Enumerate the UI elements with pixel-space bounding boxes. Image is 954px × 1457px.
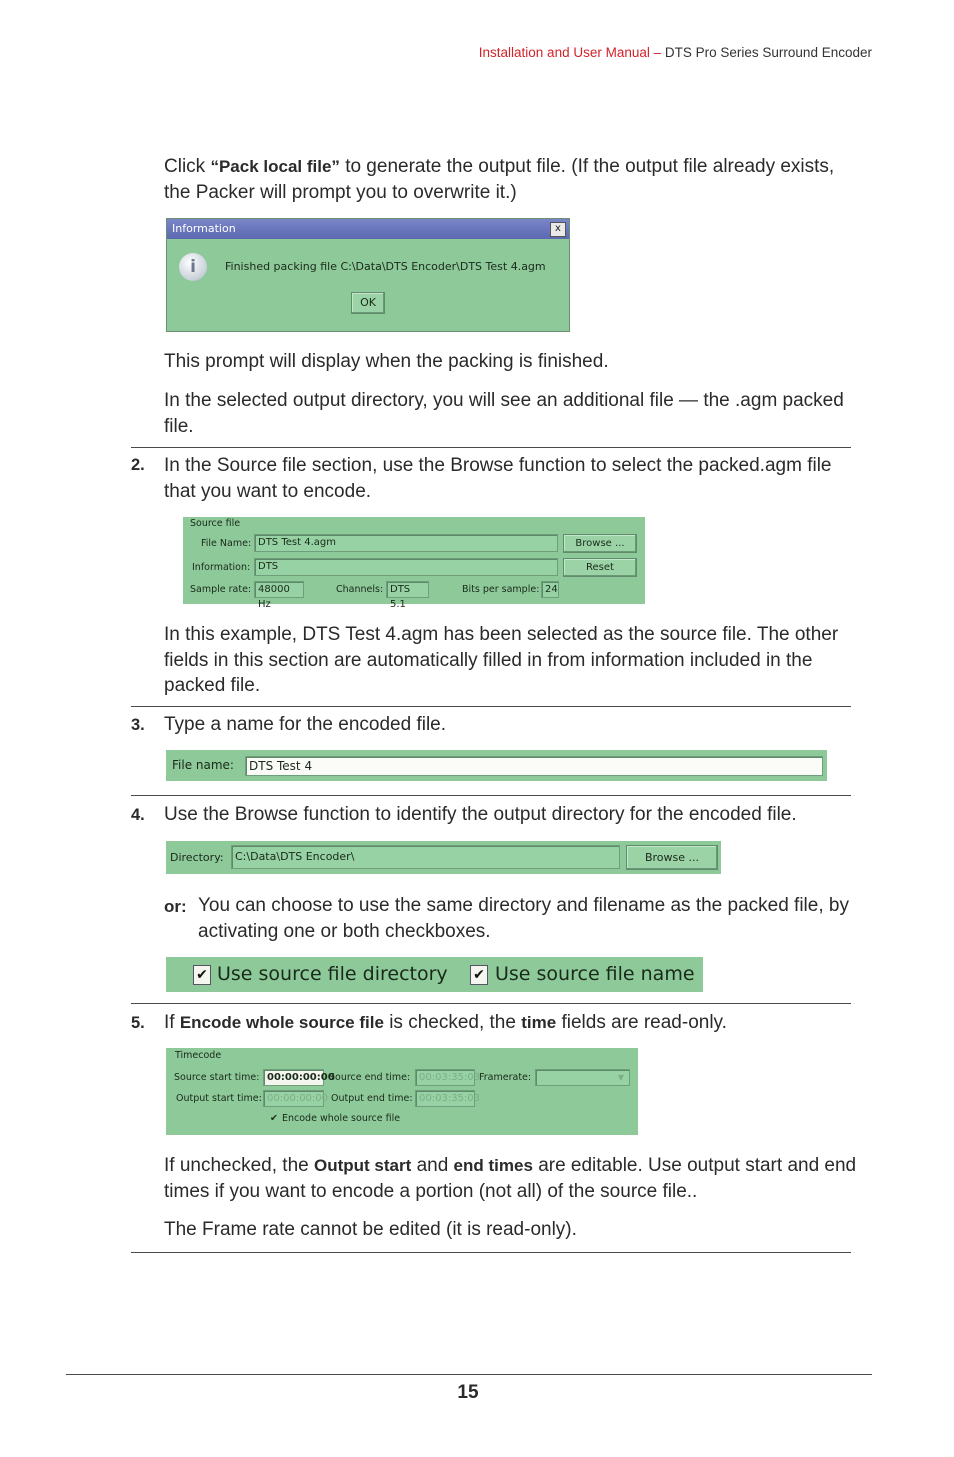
- divider: [131, 447, 851, 448]
- source-file-panel: [183, 517, 645, 610]
- or-text: You can choose to use the same directory and filename as the packed file, by activating one or both checkboxes.: [198, 895, 849, 942]
- reset-button[interactable]: Reset: [563, 558, 637, 577]
- output-start-bold: Output start: [314, 1156, 412, 1175]
- sample-rate-field: 48000 Hz: [254, 581, 304, 598]
- unchecked-mid: and: [416, 1155, 449, 1176]
- unchecked-post: are editable. Use output start and end times if you want to encode a portion (not all) of the source file..: [164, 1155, 857, 1202]
- step4-text: Use the Browse function to identify the output directory for the encoded file.: [164, 804, 797, 825]
- encode-whole-label: Encode whole source file: [179, 1013, 384, 1032]
- step5-pre: If: [164, 1012, 175, 1033]
- example-text: In this example, DTS Test 4.agm has been selected as the source file. The other fields in this section are automatically filled in from information included in the packed file.: [164, 624, 839, 696]
- sample-rate-label: Sample rate:: [190, 584, 252, 595]
- time-label: time: [521, 1013, 557, 1032]
- directory-label: Directory:: [170, 851, 224, 864]
- checkbox-panel: [166, 957, 703, 992]
- prompt-text: This prompt will display when the packing is finished.: [164, 351, 609, 372]
- manual-title: Installation and User Manual –: [478, 45, 662, 60]
- source-start-label: Source start time:: [174, 1072, 260, 1083]
- framerate-select: [535, 1069, 630, 1086]
- divider: [131, 1252, 851, 1253]
- page-number: 15: [457, 1382, 479, 1403]
- file-name-label: File name:: [172, 758, 234, 772]
- divider: [131, 1003, 851, 1004]
- directory-field[interactable]: C:\Data\DTS Encoder\: [231, 845, 620, 869]
- source-start-field[interactable]: 00:00:00:00: [263, 1069, 324, 1086]
- name-checkbox[interactable]: ✔: [470, 965, 488, 985]
- close-icon[interactable]: x: [550, 222, 566, 237]
- file-name-label: File Name:: [201, 538, 252, 549]
- output-start-label: Output start time:: [176, 1093, 262, 1104]
- info-icon: i: [179, 253, 207, 281]
- channels-label: Channels:: [336, 584, 384, 595]
- step5-text: [164, 1010, 864, 1036]
- step-number: 3.: [131, 716, 145, 734]
- dialog-titlebar: [167, 219, 569, 239]
- step5-mid: is checked, the: [389, 1012, 516, 1033]
- step3-text: Type a name for the encoded file.: [164, 714, 447, 735]
- output-end-field: 00:03:35:03: [415, 1090, 475, 1107]
- footer-rule: [66, 1374, 872, 1375]
- information-dialog: [166, 218, 570, 332]
- step-number: 4.: [131, 806, 145, 824]
- framerate-text: The Frame rate cannot be edited (it is read-only).: [164, 1219, 577, 1240]
- dialog-message: Finished packing file C:\Data\DTS Encoder\DTS Test 4.agm: [225, 260, 546, 273]
- file-name-panel: [166, 750, 827, 781]
- agm-text: In the selected output directory, you will see an additional file — the .agm packed file.: [164, 390, 844, 437]
- pack-local-file-label: “Pack local file”: [210, 157, 340, 176]
- intro-pre: Click: [164, 156, 206, 177]
- running-header: [479, 45, 872, 60]
- channels-field: DTS 5.1: [386, 581, 429, 598]
- output-start-field: 00:00:00:00: [263, 1090, 324, 1107]
- directory-panel: [166, 841, 721, 874]
- unchecked-pre: If unchecked, the: [164, 1155, 309, 1176]
- timecode-title: Timecode: [175, 1050, 222, 1061]
- divider: [131, 706, 851, 707]
- timecode-panel: [166, 1048, 638, 1135]
- intro-paragraph: [164, 154, 854, 205]
- step-number: 2.: [131, 456, 145, 474]
- intro-post: to generate the output file. (If the output file already exists, the Packer will prompt you to overwrite it.): [164, 156, 835, 203]
- encode-whole-source-label: Encode whole source file: [282, 1113, 401, 1124]
- ok-button[interactable]: OK: [351, 292, 385, 314]
- information-field: DTS: [254, 558, 558, 576]
- encoded-file-name-input[interactable]: DTS Test 4: [245, 756, 823, 776]
- bits-per-sample-field: 24: [541, 581, 559, 598]
- end-times-bold: end times: [453, 1156, 533, 1175]
- dir-checkbox[interactable]: ✔: [193, 965, 211, 985]
- output-end-label: Output end time:: [331, 1093, 413, 1104]
- unchecked-text: [164, 1153, 869, 1204]
- whole-checkbox[interactable]: ✔: [270, 1113, 278, 1124]
- bits-per-sample-label: Bits per sample:: [462, 584, 540, 595]
- step2-text: In the Source file section, use the Browse function to select the packed.agm file that you want to encode.: [164, 455, 832, 502]
- product-title: DTS Pro Series Surround Encoder: [664, 45, 872, 60]
- chevron-down-icon: ▼: [617, 1073, 624, 1082]
- information-label: Information:: [192, 562, 251, 573]
- or-label: or:: [164, 897, 187, 916]
- source-file-title: Source file: [190, 518, 241, 529]
- divider: [131, 795, 851, 796]
- dialog-title: Information: [172, 222, 236, 235]
- source-end-field: 00:03:35:03: [415, 1069, 475, 1086]
- or-note: [164, 893, 854, 944]
- browse-button[interactable]: Browse ...: [563, 534, 637, 553]
- step5-post: fields are read-only.: [561, 1012, 727, 1033]
- use-source-directory-label: Use source file directory: [217, 963, 448, 985]
- directory-browse-button[interactable]: Browse ...: [626, 845, 718, 870]
- step-number: 5.: [131, 1014, 145, 1032]
- use-source-name-label: Use source file name: [495, 963, 695, 985]
- source-file-name-field[interactable]: DTS Test 4.agm: [254, 534, 558, 552]
- source-end-label: Source end time:: [329, 1072, 411, 1083]
- framerate-label: Framerate:: [479, 1072, 532, 1083]
